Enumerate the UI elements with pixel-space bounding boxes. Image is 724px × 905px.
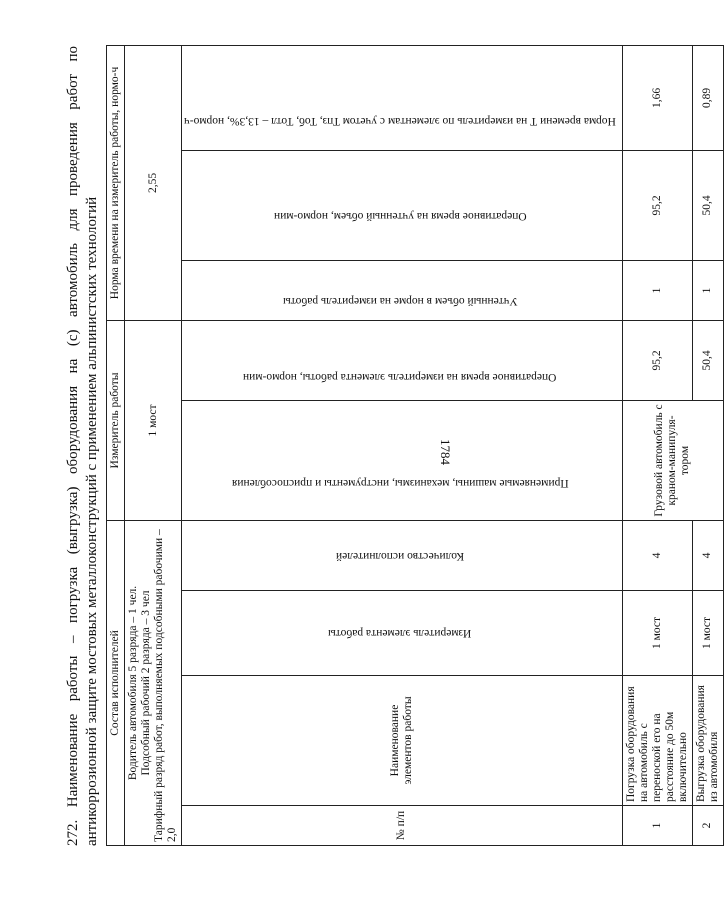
row-num: 1 xyxy=(622,806,692,846)
crew-line-2: Подсобный рабочий 2 разряда – 3 чел xyxy=(140,590,152,776)
row-volume: 1 xyxy=(622,260,692,320)
row-meter: 1 мост xyxy=(692,591,723,676)
crew-line-3: Тарифный разряд работ, выполняемых подсобными рабочими – 2,0 xyxy=(153,529,178,842)
row-workers: 4 xyxy=(622,520,692,590)
header-row-1 xyxy=(107,45,125,845)
norm-header: Норма времени на измеритель работы, нормо-ч xyxy=(107,45,125,320)
row-op-counted: 95,2 xyxy=(622,150,692,260)
col-op-counted: Оперативное время на учтенный объем, нормо-мин xyxy=(182,150,623,260)
row-name: Погрузка оборудования на автомобиль с переноской его на расстояние до 50м включительно xyxy=(622,676,692,806)
col-op-time: Оперативное время на измеритель элемента работы, нормо-мин xyxy=(182,320,623,400)
title-line-1: 272. Наименование работы – погрузка (выгрузка) оборудования на (с) автомобиль для проведения работ по xyxy=(65,46,81,846)
row-op-time: 95,2 xyxy=(622,320,692,400)
row-norm: 0,89 xyxy=(692,45,723,150)
document-title xyxy=(64,46,102,846)
crew-composition xyxy=(125,520,182,845)
col-norm-t: Норма времени Т на измеритель по элементам с учетом Тпз, Тоб, Тотл – 13,3%, нормо-ч xyxy=(182,45,623,150)
row-op-time: 50,4 xyxy=(692,320,723,400)
row-machine: Грузовой автомобиль с краном-манипуля-тором xyxy=(622,400,723,520)
col-num: № п/п xyxy=(182,806,623,846)
row-op-counted: 50,4 xyxy=(692,150,723,260)
norm-value: 2,55 xyxy=(125,45,182,320)
col-workers: Количество исполнителей xyxy=(182,520,623,590)
meter-value: 1 мост xyxy=(125,320,182,520)
col-volume: Учтенный объем в норме на измеритель работы xyxy=(182,260,623,320)
row-norm: 1,66 xyxy=(622,45,692,150)
col-name: Наименование элементов работы xyxy=(182,676,623,806)
meter-header: Измеритель работы xyxy=(107,320,125,520)
row-meter: 1 мост xyxy=(622,591,692,676)
row-volume: 1 xyxy=(692,260,723,320)
title-line-2: антикоррозионной защите мостовых металлоконструкций с применением альпинистских технологий xyxy=(84,196,100,846)
column-header-row xyxy=(182,45,623,845)
norm-table xyxy=(106,45,724,846)
crew-header: Состав исполнителей xyxy=(107,520,125,845)
col-machines: Применяемые машины, механизмы, инструменты и приспособления xyxy=(182,400,623,520)
row-name: Выгрузка оборудования из автомобиля xyxy=(692,676,723,806)
header-row-2 xyxy=(125,45,182,845)
crew-line-1: Водитель автомобиля 5 разряда – 1 чел. xyxy=(127,585,139,781)
row-num: 2 xyxy=(692,806,723,846)
row-workers: 4 xyxy=(692,520,723,590)
table-row xyxy=(622,45,692,845)
col-meter: Измеритель элемента работы xyxy=(182,591,623,676)
page-number: 1784 xyxy=(438,439,453,465)
